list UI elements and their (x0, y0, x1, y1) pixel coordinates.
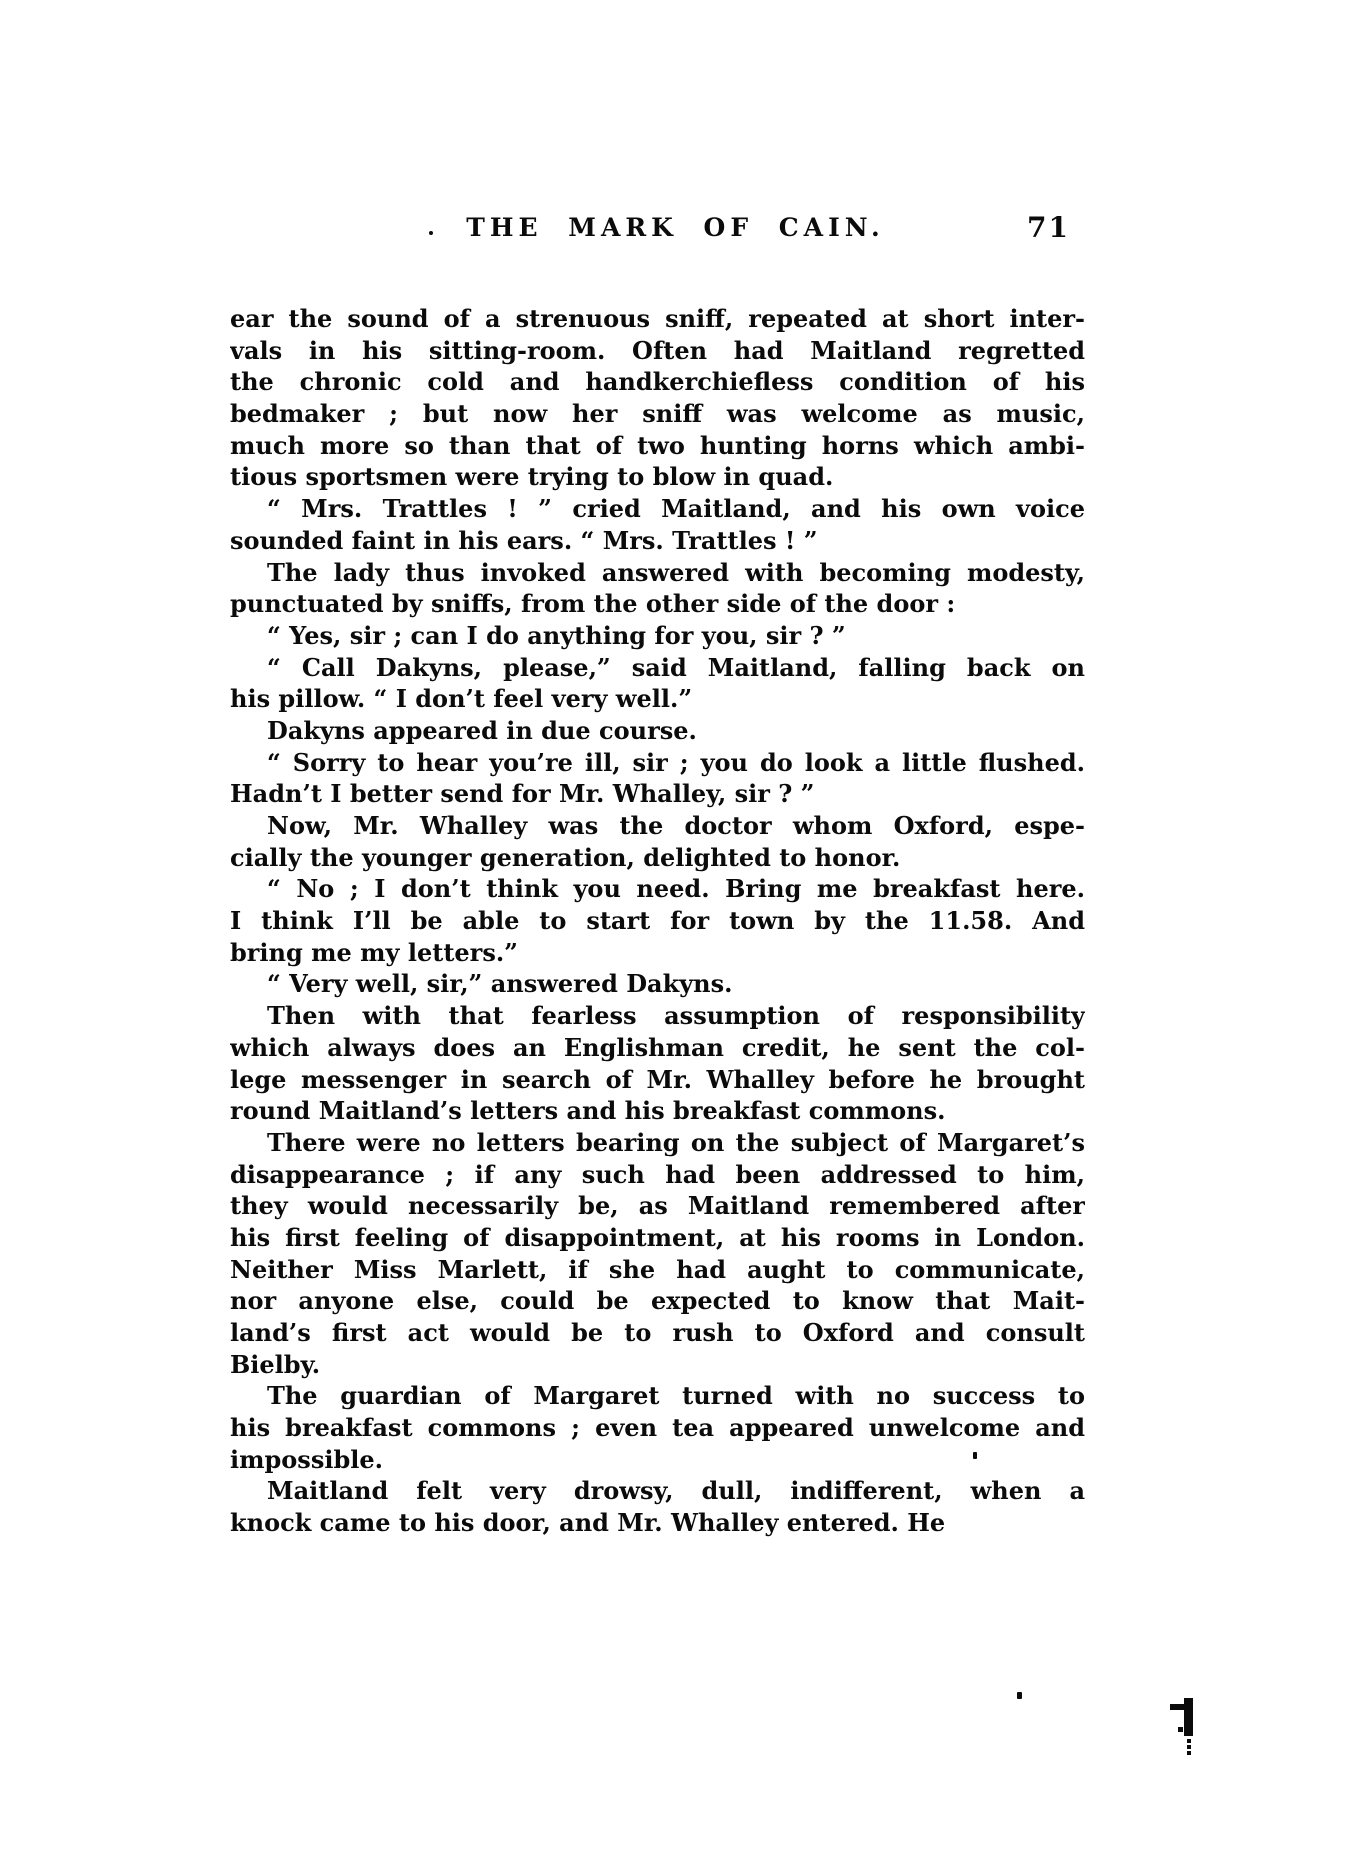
printer-ink-mark-dot (1187, 1751, 1191, 1755)
text-line: lege messenger in search of Mr. Whalley before he brought (230, 1064, 1085, 1094)
text-line: nor anyone else, could be expected to know that Mait- (230, 1286, 1085, 1316)
ink-speck (429, 231, 433, 235)
text-line: which always does an Englishman credit, he sent the col- (230, 1032, 1085, 1062)
text-line: Then with that fearless assumption of responsibility (267, 1001, 1085, 1031)
text-line: Neither Miss Marlett, if she had aught to communicate, (230, 1254, 1085, 1284)
printer-ink-mark-flag (1170, 1704, 1186, 1710)
paragraph (230, 1127, 1085, 1381)
text-line: “ No ; I don’t think you need. Bring me breakfast here. (267, 874, 1085, 904)
text-line: Now, Mr. Whalley was the doctor whom Oxford, espe- (267, 811, 1085, 840)
text-line: “ Call Dakyns, please,” said Maitland, falling back on (267, 652, 1085, 682)
text-line: I think I’ll be able to start for town by the 11.58. And (230, 906, 1085, 936)
paragraph (230, 715, 1085, 747)
text-line: The guardian of Margaret turned with no success to (267, 1381, 1085, 1411)
text-line: There were no letters bearing on the subject of Margaret’s (267, 1127, 1085, 1157)
running-head (230, 213, 1085, 247)
paragraph (230, 968, 1085, 1000)
paragraph (230, 493, 1085, 556)
text-line: his first feeling of disappointment, at his rooms in London. (230, 1222, 1085, 1252)
text-line: tious sportsmen were trying to blow in quad. (230, 462, 834, 492)
paragraph (230, 557, 1085, 620)
ink-speck (973, 1452, 977, 1459)
text-line: bedmaker ; but now her sniff was welcome as music, (230, 399, 1085, 429)
text-line: his pillow. “ I don’t feel very well.” (230, 684, 693, 714)
paragraph (230, 1000, 1085, 1127)
text-line: “ Yes, sir ; can I do anything for you, sir ? ” (267, 620, 846, 650)
text-line: Bielby. (230, 1349, 321, 1379)
text-line: punctuated by sniffs, from the other side of the door : (230, 589, 956, 619)
paragraph (230, 747, 1085, 810)
text-line: Dakyns appeared in due course. (267, 715, 697, 745)
text-line: vals in his sitting-room. Often had Maitland regretted (230, 335, 1085, 365)
page-title: THE MARK OF CAIN. (466, 213, 885, 242)
ink-speck (1017, 1692, 1022, 1699)
text-line: Maitland felt very drowsy, dull, indifferent, when a (267, 1476, 1085, 1506)
paragraph (230, 1475, 1085, 1538)
text-line: they would necessarily be, as Maitland remembered after (230, 1191, 1085, 1221)
text-line: cially the younger generation, delighted to honor. (230, 842, 901, 872)
text-line: Hadn’t I better send for Mr. Whalley, sir ? ” (230, 779, 815, 809)
paragraph (230, 873, 1085, 968)
printer-ink-mark (1168, 1698, 1196, 1758)
paragraph (230, 303, 1085, 493)
text-line: ear the sound of a strenuous sniff, repeated at short inter- (230, 304, 1085, 333)
text-line: round Maitland’s letters and his breakfast commons. (230, 1096, 946, 1126)
printer-ink-mark-dot (1187, 1745, 1191, 1749)
paragraph (230, 1380, 1085, 1475)
paragraph (230, 652, 1085, 715)
text-line: “ Very well, sir,” answered Dakyns. (267, 969, 733, 999)
paragraph (230, 810, 1085, 873)
printer-ink-mark-dot (1187, 1739, 1191, 1743)
body-text (230, 303, 1085, 1539)
page-number: 71 (1027, 211, 1070, 244)
text-line: “ Mrs. Trattles ! ” cried Maitland, and his own voice (267, 494, 1085, 524)
text-line: impossible. (230, 1444, 383, 1474)
paragraph (230, 620, 1085, 652)
text-line: the chronic cold and handkerchiefless condition of his (230, 367, 1085, 397)
printer-ink-mark-chip (1178, 1727, 1183, 1732)
text-line: much more so than that of two hunting horns which ambi- (230, 430, 1085, 460)
text-line: knock came to his door, and Mr. Whalley entered. He (230, 1508, 946, 1538)
text-line: bring me my letters.” (230, 937, 518, 967)
text-line: The lady thus invoked answered with becoming modesty, (267, 557, 1085, 587)
text-line: sounded faint in his ears. “ Mrs. Trattles ! ” (230, 525, 818, 555)
text-line: “ Sorry to hear you’re ill, sir ; you do look a little flushed. (267, 747, 1085, 777)
text-line: disappearance ; if any such had been addressed to him, (230, 1159, 1085, 1189)
text-line: his breakfast commons ; even tea appeared unwelcome and (230, 1413, 1085, 1443)
text-line: land’s first act would be to rush to Oxford and consult (230, 1318, 1085, 1347)
